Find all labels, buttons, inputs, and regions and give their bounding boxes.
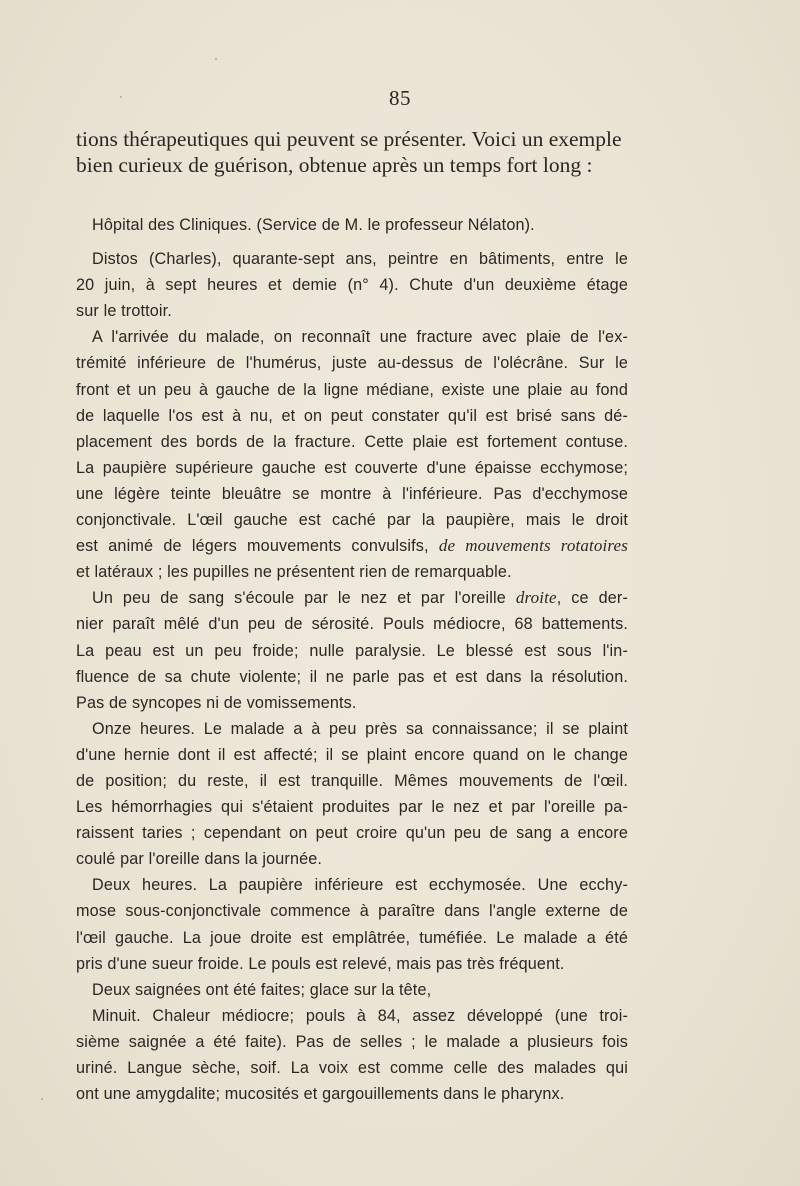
text-line <box>76 272 628 298</box>
case-paragraph <box>76 977 628 1003</box>
intro-paragraph <box>76 126 626 178</box>
text-line <box>76 403 628 429</box>
paper-speck <box>215 58 217 60</box>
text-line <box>76 350 628 376</box>
text-line <box>76 1081 628 1107</box>
text-segment: coulé par l'oreille dans la journée. <box>76 850 323 869</box>
text-line <box>76 872 628 898</box>
intro-line: tions thérapeutiques qui peuvent se présenter. Voici un exemple <box>76 127 622 151</box>
page-number: 85 <box>389 86 411 110</box>
text-line <box>76 533 628 559</box>
case-paragraph <box>76 585 628 715</box>
text-line <box>76 664 628 690</box>
text-line <box>76 1055 628 1081</box>
text-segment: A l'arrivée du malade, on reconnaît une fracture avec plaie de l'ex- <box>92 328 628 347</box>
text-line <box>76 768 628 794</box>
text-line <box>76 977 628 1003</box>
text-segment: Deux saignées ont été faites; glace sur la tête, <box>92 980 432 999</box>
text-line <box>76 507 628 533</box>
text-line <box>76 429 628 455</box>
paper-speck <box>120 96 122 98</box>
text-segment: sième saignée a été faite). Pas de selles ; le malade a plusieurs fois <box>76 1032 628 1051</box>
text-segment: de position; du reste, il est tranquille. Mêmes mouvements de l'œil. <box>76 771 628 790</box>
text-line <box>76 246 628 272</box>
italic-phrase: de mouvements rotatoires <box>438 536 628 556</box>
italic-phrase: droite <box>515 588 557 608</box>
text-segment: l'œil gauche. La joue droite est emplâtrée, tuméfiée. Le malade a été <box>76 928 628 947</box>
text-line <box>76 951 628 977</box>
case-paragraph <box>76 1003 628 1107</box>
text-segment: conjonctivale. L'œil gauche est caché par la paupière, mais le droit <box>76 511 628 530</box>
text-line <box>76 925 628 951</box>
text-segment: Onze heures. Le malade a à peu près sa connaissance; il se plaint <box>92 719 628 738</box>
text-line <box>76 742 628 768</box>
text-segment: mose sous-conjonctivale commence à paraître dans l'angle externe de <box>76 902 628 921</box>
text-line <box>76 481 628 507</box>
intro-line: bien curieux de guérison, obtenue après un temps fort long : <box>76 153 593 177</box>
text-line <box>76 638 628 664</box>
text-line <box>76 298 628 324</box>
text-segment: une légère teinte bleuâtre se montre à l'inférieure. Pas d'ecchymose <box>76 484 628 503</box>
text-segment: front et un peu à gauche de la ligne médiane, existe une plaie au fond <box>76 380 628 399</box>
text-line <box>76 794 628 820</box>
text-segment: Distos (Charles), quarante-sept ans, peintre en bâtiments, entre le <box>92 250 628 269</box>
case-paragraph <box>76 872 628 976</box>
text-segment: Deux heures. La paupière inférieure est ecchymosée. Une ecchy- <box>92 876 628 895</box>
paper-speck <box>41 1098 43 1100</box>
text-segment: uriné. Langue sèche, soif. La voix est comme celle des malades qui <box>76 1059 628 1077</box>
text-segment: fluence de sa chute violente; il ne parle pas et est dans la résolution. <box>76 667 628 686</box>
text-segment: Un peu de sang s'écoule par le nez et par l'oreille <box>92 589 516 608</box>
text-line <box>76 324 628 350</box>
text-segment: et latéraux ; les pupilles ne présentent rien de remarquable. <box>76 563 512 582</box>
text-segment: est animé de légers mouvements convulsifs, <box>76 537 439 556</box>
text-line <box>76 690 628 716</box>
text-segment: sur le trottoir. <box>76 302 172 321</box>
text-segment: Pas de syncopes ni de vomissements. <box>76 693 357 712</box>
text-segment: 20 juin, à sept heures et demie (n° 4). Chute d'un deuxième étage <box>76 276 628 295</box>
text-segment: La paupière supérieure gauche est couverte d'une épaisse ecchymose; <box>76 458 628 477</box>
case-paragraph <box>76 246 628 324</box>
text-segment: ont une amygdalite; mucosités et gargouillements dans le pharynx. <box>76 1085 565 1104</box>
text-segment: Les hémorrhagies qui s'étaient produites par le nez et par l'oreille pa- <box>76 798 628 817</box>
text-segment: raissent taries ; cependant on peut croire qu'un peu de sang a encore <box>76 824 628 843</box>
case-paragraph <box>76 324 628 585</box>
text-segment: Minuit. Chaleur médiocre; pouls à 84, assez développé (une troi- <box>92 1006 628 1025</box>
text-segment: pris d'une sueur froide. Le pouls est relevé, mais pas très fréquent. <box>76 954 565 973</box>
text-line <box>76 377 628 403</box>
text-line <box>76 1003 628 1029</box>
case-heading: Hôpital des Cliniques. (Service de M. le professeur Nélaton). <box>92 216 535 234</box>
text-line <box>76 455 628 481</box>
text-segment: trémité inférieure de l'humérus, juste au-dessus de l'olécrâne. Sur le <box>76 354 628 373</box>
text-line <box>76 846 628 872</box>
text-line <box>76 716 628 742</box>
case-report <box>76 212 628 1107</box>
text-line <box>76 898 628 924</box>
text-segment: , ce der- <box>556 589 628 608</box>
text-line <box>76 611 628 637</box>
text-segment: nier paraît mêlé d'un peu de sérosité. Pouls médiocre, 68 battements. <box>76 615 628 634</box>
text-segment: placement des bords de la fracture. Cette plaie est fortement contuse. <box>76 432 628 451</box>
text-segment: d'une hernie dont il est affecté; il se plaint encore quand on le change <box>76 745 628 764</box>
text-line <box>76 820 628 846</box>
text-segment: La peau est un peu froide; nulle paralysie. Le blessé est sous l'in- <box>76 641 628 660</box>
text-line <box>76 559 628 585</box>
text-line <box>76 1029 628 1055</box>
text-segment: de laquelle l'os est à nu, et on peut constater qu'il est brisé sans dé- <box>76 406 628 425</box>
text-line <box>76 585 628 611</box>
case-paragraph <box>76 716 628 873</box>
